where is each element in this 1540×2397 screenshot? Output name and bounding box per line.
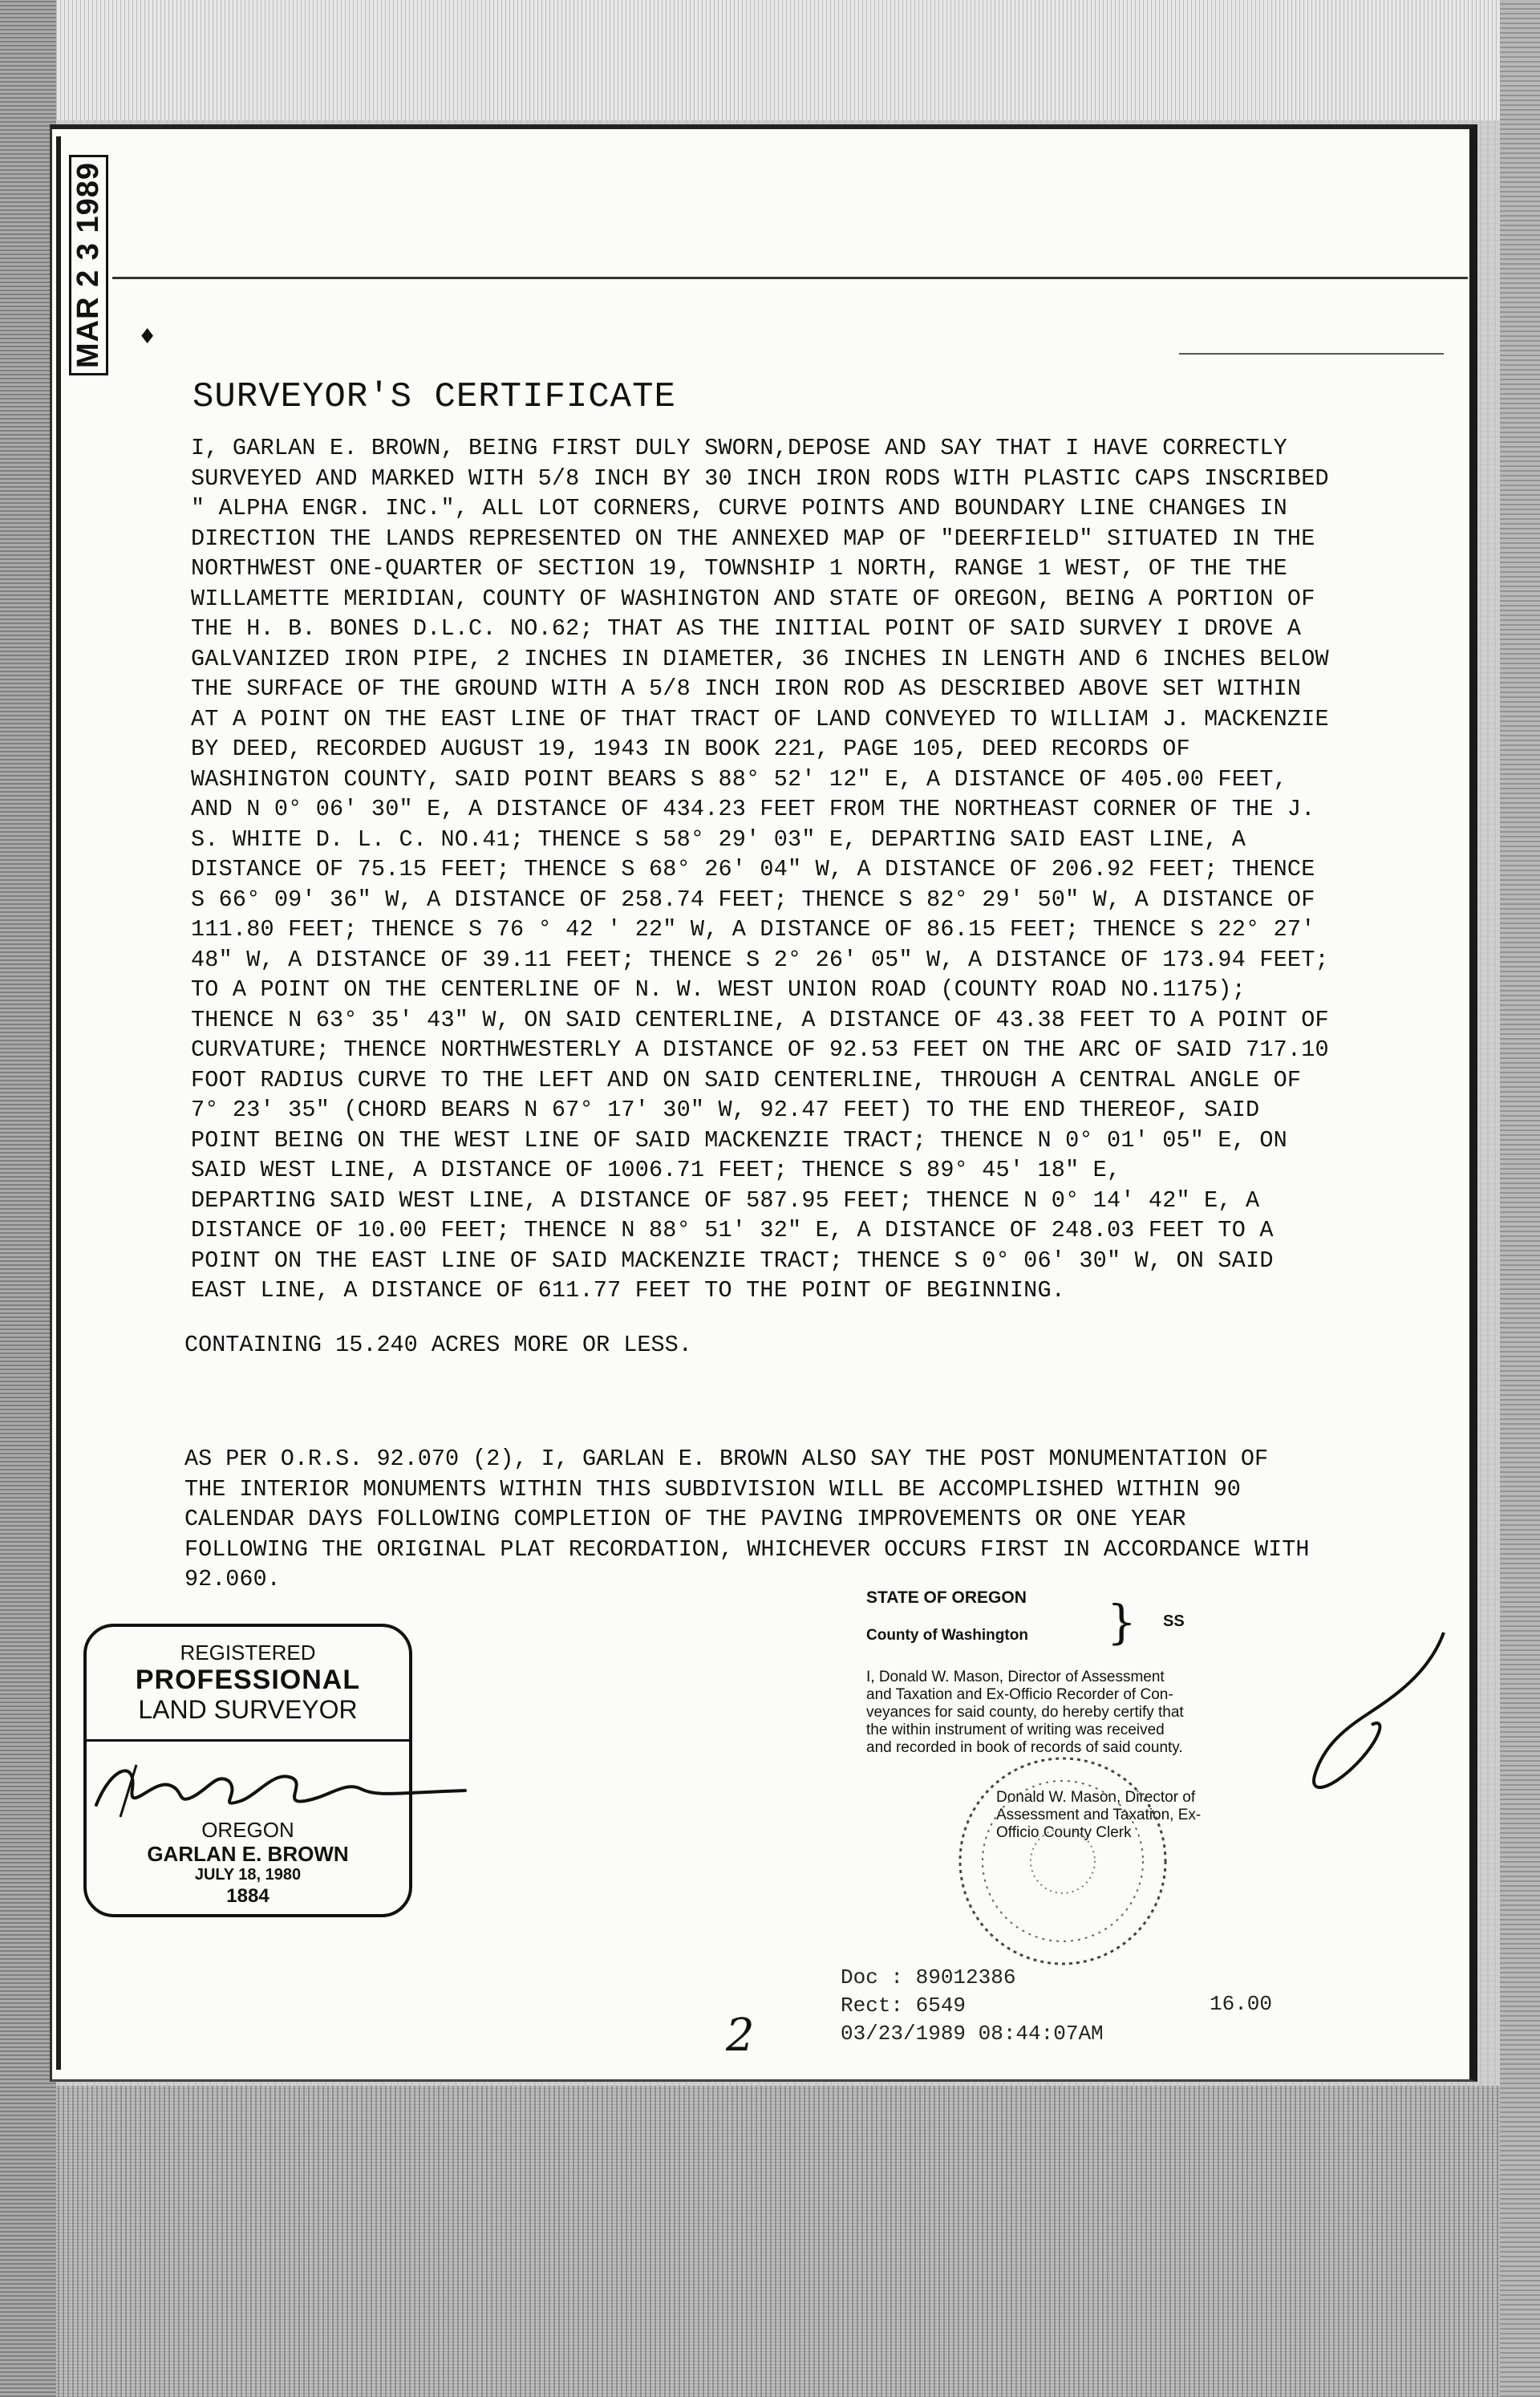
recording-fee: 16.00 — [1210, 1992, 1273, 2016]
body-line: POINT ON THE EAST LINE OF SAID MACKENZIE TRACT; THENCE S 0° 06' 30" W, ON SAID — [191, 1247, 1274, 1274]
page-edge-line — [56, 136, 61, 2070]
body-line: S. WHITE D. L. C. NO.41; THENCE S 58° 29' 03" E, DEPARTING SAID EAST LINE, A — [191, 825, 1246, 853]
recorder-ss: SS — [1163, 1612, 1185, 1630]
short-rule — [1179, 353, 1444, 355]
body-line: THE H. B. BONES D.L.C. NO.62; THAT AS THE INITIAL POINT OF SAID SURVEY I DROVE A — [191, 615, 1302, 642]
seal-professional: PROFESSIONAL — [135, 1665, 361, 1695]
received-date-stamp — [63, 161, 111, 377]
seal-date: JULY 18, 1980 — [194, 1866, 302, 1884]
scan-noise-left — [0, 0, 56, 2397]
scan-noise-bottom — [0, 2086, 1540, 2397]
body-line: I, GARLAN E. BROWN, BEING FIRST DULY SWORN,DEPOSE AND SAY THAT I HAVE CORRECTLY — [191, 435, 1287, 461]
recorder-line: I, Donald W. Mason, Director of Assessment — [866, 1669, 1165, 1685]
body-line: DIRECTION THE LANDS REPRESENTED ON THE ANNEXED MAP OF "DEERFIELD" SITUATED IN THE — [191, 525, 1315, 552]
body-line: TO A POINT ON THE CENTERLINE OF N. W. WEST UNION ROAD (COUNTY ROAD NO.1175); — [191, 976, 1246, 1003]
seal-registered: REGISTERED — [180, 1641, 316, 1665]
recording-doc: Doc : 89012386 — [841, 1965, 1016, 1989]
recorder-signature-line: Donald W. Mason, Director of — [996, 1789, 1196, 1806]
body-line: 111.80 FEET; THENCE S 76 ° 42 ' 22" W, A DISTANCE OF 86.15 FEET; THENCE S 22° 27' — [191, 916, 1315, 943]
monumentation-statement — [184, 1444, 1372, 1595]
body-line: S 66° 09' 36" W, A DISTANCE OF 258.74 FEET; THENCE S 82° 29' 50" W, A DISTANCE OF — [191, 886, 1315, 913]
certificate-body — [191, 433, 1378, 1306]
certificate-title: SURVEYOR'S CERTIFICATE — [192, 377, 676, 417]
body-line: FOOT RADIUS CURVE TO THE LEFT AND ON SAID CENTERLINE, THROUGH A CENTRAL ANGLE OF — [191, 1066, 1302, 1093]
body-line: " ALPHA ENGR. INC.", ALL LOT CORNERS, CURVE POINTS AND BOUNDARY LINE CHANGES IN — [191, 495, 1287, 521]
seal-surveyor-name: GARLAN E. BROWN — [147, 1842, 349, 1866]
recorder-county: County of Washington — [866, 1627, 1028, 1644]
seal-divider — [87, 1739, 409, 1742]
statute-line: THE INTERIOR MONUMENTS WITHIN THIS SUBDIVISION WILL BE ACCOMPLISHED WITHIN 90 — [184, 1475, 1241, 1503]
statute-line: 92.060. — [184, 1566, 281, 1592]
recorder-signature-line: Officio County Clerk — [996, 1824, 1132, 1841]
body-line: AND N 0° 06' 30" E, A DISTANCE OF 434.23 FEET FROM THE NORTHEAST CORNER OF THE J. — [191, 796, 1315, 822]
top-rule — [112, 277, 1468, 279]
seal-state: OREGON — [201, 1818, 294, 1842]
scan-noise-top — [0, 0, 1540, 120]
body-line: SURVEYED AND MARKED WITH 5/8 INCH BY 30 INCH IRON RODS WITH PLASTIC CAPS INSCRIBED — [191, 464, 1329, 492]
body-line: WASHINGTON COUNTY, SAID POINT BEARS S 88° 52' 12" E, A DISTANCE OF 405.00 FEET, — [191, 765, 1287, 793]
statute-line: CALENDAR DAYS FOLLOWING COMPLETION OF THE PAVING IMPROVEMENTS OR ONE YEAR — [184, 1506, 1186, 1532]
body-line: BY DEED, RECORDED AUGUST 19, 1943 IN BOOK 221, PAGE 105, DEED RECORDS OF — [191, 736, 1190, 762]
seal-license-number: 1884 — [226, 1885, 270, 1907]
body-line: WILLAMETTE MERIDIAN, COUNTY OF WASHINGTON AND STATE OF OREGON, BEING A PORTION OF — [191, 585, 1315, 612]
body-line: DEPARTING SAID WEST LINE, A DISTANCE OF 587.95 FEET; THENCE N 0° 14' 42" E, A — [191, 1186, 1260, 1214]
body-line: DISTANCE OF 10.00 FEET; THENCE N 88° 51' 32" E, A DISTANCE OF 248.03 FEET TO A — [191, 1217, 1274, 1243]
statute-line: AS PER O.R.S. 92.070 (2), I, GARLAN E. BROWN ALSO SAY THE POST MONUMENTATION OF — [184, 1446, 1269, 1472]
recording-rect: Rect: 6549 — [841, 1993, 967, 2018]
body-line: EAST LINE, A DISTANCE OF 611.77 FEET TO THE POINT OF BEGINNING. — [191, 1277, 1066, 1304]
seal-land-surveyor: LAND SURVEYOR — [138, 1695, 358, 1724]
page-number: 2 — [726, 2010, 755, 2062]
received-date-text: MAR 2 3 1989 — [69, 155, 108, 375]
recorder-line: the within instrument of writing was received — [866, 1722, 1165, 1738]
body-line: CURVATURE; THENCE NORTHWESTERLY A DISTANCE OF 92.53 FEET ON THE ARC OF SAID 717.10 — [191, 1036, 1329, 1063]
recorder-signature-line: Assessment and Taxation, Ex- — [996, 1807, 1202, 1823]
body-line: 7° 23' 35" (CHORD BEARS N 67° 17' 30" W, 92.47 FEET) TO THE END THEREOF, SAID — [191, 1097, 1260, 1123]
recorder-line: and Taxation and Ex-Officio Recorder of Con- — [866, 1686, 1173, 1703]
recorder-line: veyances for said county, do hereby certify that — [866, 1704, 1184, 1721]
recorder-state: STATE OF OREGON — [866, 1588, 1027, 1607]
scan-noise-right — [1500, 0, 1540, 2397]
recording-timestamp: 03/23/1989 08:44:07AM — [841, 2022, 1104, 2046]
recorder-brace: } — [1107, 1595, 1137, 1649]
margin-mark — [1291, 1628, 1452, 1893]
body-line: 48" W, A DISTANCE OF 39.11 FEET; THENCE S 2° 26' 05" W, A DISTANCE OF 173.94 FEET; — [191, 946, 1329, 973]
body-line: AT A POINT ON THE EAST LINE OF THAT TRACT OF LAND CONVEYED TO WILLIAM J. MACKENZIE — [191, 705, 1329, 732]
body-line: DISTANCE OF 75.15 FEET; THENCE S 68° 26' 04" W, A DISTANCE OF 206.92 FEET; THENCE — [191, 856, 1315, 882]
body-line: SAID WEST LINE, A DISTANCE OF 1006.71 FEET; THENCE S 89° 45' 18" E, — [191, 1157, 1121, 1183]
body-line: GALVANIZED IRON PIPE, 2 INCHES IN DIAMETER, 36 INCHES IN LENGTH AND 6 INCHES BELOW — [191, 645, 1329, 672]
acreage-statement: CONTAINING 15.240 ACRES MORE OR LESS. — [184, 1332, 692, 1358]
surveyor-signature — [88, 1757, 473, 1821]
county-seal-icon — [930, 1741, 1195, 1973]
body-line: NORTHWEST ONE-QUARTER OF SECTION 19, TOWNSHIP 1 NORTH, RANGE 1 WEST, OF THE THE — [191, 555, 1287, 582]
recording-info — [841, 1964, 1104, 2048]
bullet-mark: ♦ — [138, 325, 157, 349]
body-line: THE SURFACE OF THE GROUND WITH A 5/8 INCH IRON ROD AS DESCRIBED ABOVE SET WITHIN — [191, 675, 1302, 702]
statute-line: FOLLOWING THE ORIGINAL PLAT RECORDATION, WHICHEVER OCCURS FIRST IN ACCORDANCE WITH — [184, 1535, 1310, 1563]
body-line: POINT BEING ON THE WEST LINE OF SAID MACKENZIE TRACT; THENCE N 0° 01' 05" E, ON — [191, 1126, 1287, 1154]
recorder-line: and recorded in book of records of said county. — [866, 1739, 1183, 1756]
body-line: THENCE N 63° 35' 43" W, ON SAID CENTERLINE, A DISTANCE OF 43.38 FEET TO A POINT OF — [191, 1006, 1329, 1033]
